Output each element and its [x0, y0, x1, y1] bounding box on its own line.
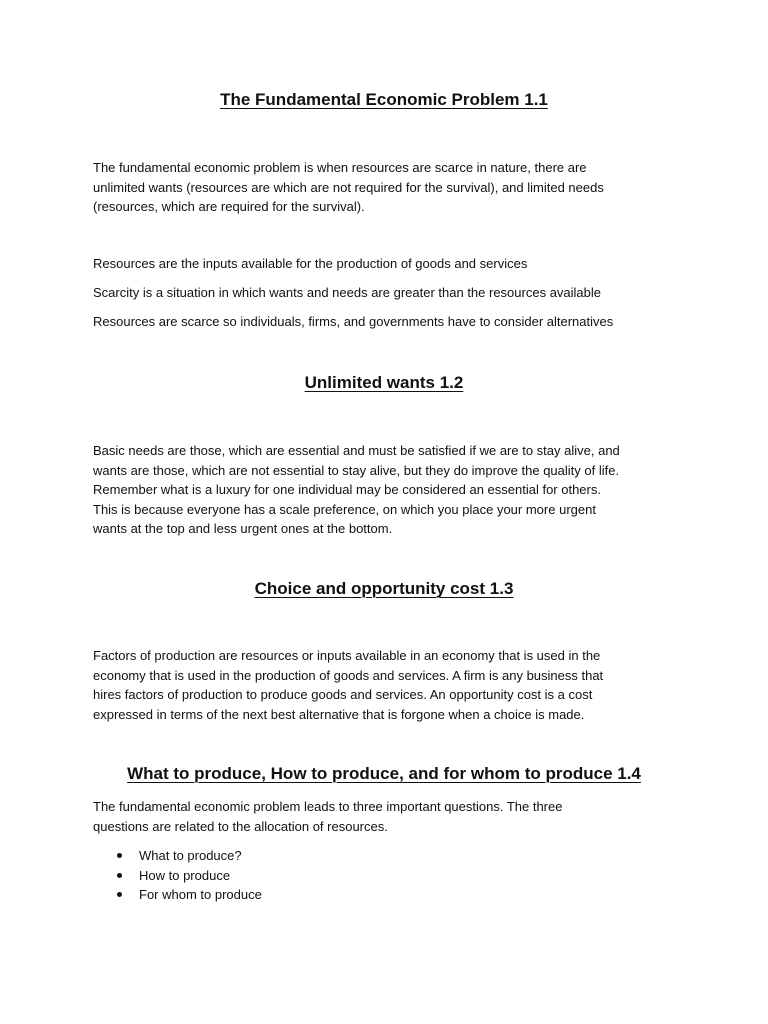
paragraph-line: economy that is used in the production of goods and services. A firm is any business that [93, 667, 604, 683]
paragraph-line: Factors of production are resources or inputs available in an economy that is used in the [93, 648, 601, 663]
paragraph-line: hires factors of production to produce goods and services. An opportunity cost is a cost [93, 687, 593, 703]
paragraph-line: Remember what is a luxury for one individual may be considered an essential for others. [93, 482, 601, 498]
bullet-icon [117, 892, 122, 897]
section-heading-1-1: The Fundamental Economic Problem 1.1 [220, 90, 548, 109]
section-1-1-paragraph [93, 158, 693, 217]
bullet-icon [117, 873, 122, 878]
list-item-label: For whom to produce [139, 887, 262, 903]
paragraph-line: The fundamental economic problem is when resources are scarce in nature, there are [93, 160, 587, 175]
list-item [0, 885, 768, 905]
section-1-3-paragraph [93, 646, 693, 724]
questions-bullet-list [0, 846, 768, 905]
list-item-label: What to produce? [139, 848, 242, 863]
list-item [0, 846, 768, 866]
paragraph-line: wants are those, which are not essential to stay alive, but they do improve the quality of life. [93, 462, 620, 478]
section-1-4-paragraph [93, 797, 693, 836]
paragraph-line: unlimited wants (resources are which are not required for the survival), and limited needs [93, 179, 604, 195]
list-item [0, 866, 768, 886]
paragraph-line: questions are related to the allocation of resources. [93, 818, 388, 834]
paragraph-line: wants at the top and less urgent ones at the bottom. [93, 521, 393, 537]
paragraph-line: This is because everyone has a scale preference, on which you place your more urgent [93, 501, 596, 517]
section-1-2-paragraph [93, 441, 693, 539]
statement-alternatives: Resources are scarce so individuals, firms, and governments have to consider alternatives [93, 314, 614, 329]
section-heading-1-4: What to produce, How to produce, and for whom to produce 1.4 [127, 764, 641, 783]
list-item-label: How to produce [139, 867, 231, 883]
section-heading-1-3: Choice and opportunity cost 1.3 [254, 579, 514, 598]
statement-resources: Resources are the inputs available for the production of goods and services [93, 256, 528, 271]
bullet-icon [117, 853, 122, 858]
paragraph-line: Basic needs are those, which are essential and must be satisfied if we are to stay alive, and [93, 443, 620, 458]
paragraph-line: The fundamental economic problem leads to three important questions. The three [93, 799, 563, 814]
statement-scarcity: Scarcity is a situation in which wants and needs are greater than the resources available [93, 285, 602, 300]
paragraph-line: (resources, which are required for the survival). [93, 199, 365, 215]
section-heading-1-2: Unlimited wants 1.2 [304, 373, 464, 392]
paragraph-line: expressed in terms of the next best alternative that is forgone when a choice is made. [93, 706, 585, 722]
